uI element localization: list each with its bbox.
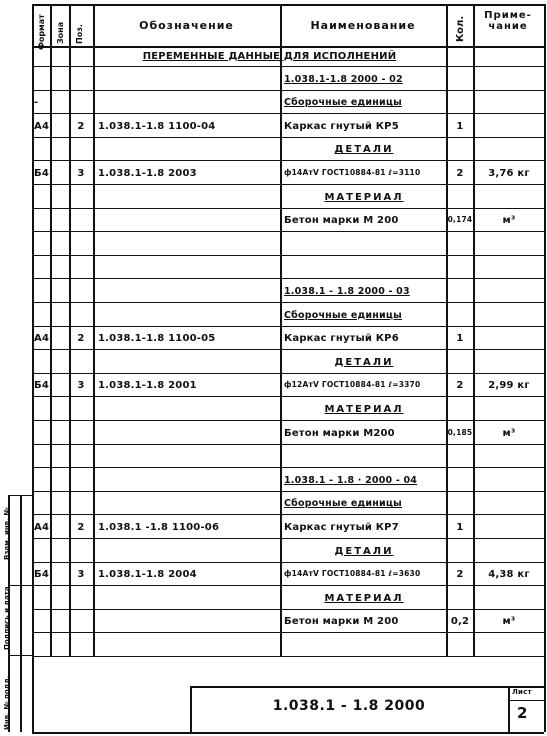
row-designation: 1.038.1-1.8 1100-05	[98, 333, 216, 345]
row-format: -	[34, 97, 39, 109]
row-position: 3	[77, 380, 85, 392]
row-section-heading: МАТЕРИАЛ	[324, 191, 404, 203]
row-quantity: 1	[456, 120, 464, 132]
row-format: Б4	[34, 569, 49, 581]
row-section-heading: ДЕТАЛИ	[334, 356, 394, 368]
side-stamp-line	[8, 585, 32, 586]
sheet-number: 2	[517, 704, 528, 722]
row-position: 2	[77, 522, 85, 533]
row-designation: 1.038.1-1.8 2001	[98, 380, 197, 392]
row-name: Каркас гнутый КР5	[284, 120, 399, 132]
row-quantity: 1	[456, 522, 464, 533]
header-bottom-line	[32, 46, 544, 48]
header-format: Формат	[37, 14, 46, 50]
row-name: Каркас гнутый КР7	[284, 522, 399, 533]
row-line	[32, 396, 544, 397]
row-quantity: 0,174	[447, 215, 473, 225]
row-line	[32, 208, 544, 209]
column-line	[69, 4, 71, 656]
row-line	[32, 538, 544, 539]
row-line	[32, 66, 544, 67]
row-line	[32, 255, 544, 256]
row-line	[32, 514, 544, 515]
row-note: м³	[502, 616, 516, 628]
row-name: Бетон марки М 200	[284, 616, 399, 628]
row-line	[32, 562, 544, 563]
row-line	[32, 160, 544, 161]
row-name: ф14АтⅤ ГОСТ10884-81 ℓ=3630	[284, 569, 421, 579]
row-name: Сборочные единицы	[284, 498, 402, 510]
row-line	[32, 184, 544, 185]
row-line	[32, 231, 544, 232]
row-position: 3	[77, 168, 85, 179]
row-line	[32, 137, 544, 138]
side-stamp-line	[8, 655, 32, 656]
row-line	[32, 632, 544, 633]
row-designation: 1.038.1-1.8 1100-04	[98, 120, 216, 132]
row-note: 3,76 кг	[488, 168, 530, 179]
header-note: Приме- чание	[484, 10, 532, 32]
row-line	[32, 113, 544, 114]
sheet-label: Лист	[512, 688, 532, 696]
row-line	[32, 326, 544, 327]
title-block-top	[190, 686, 544, 688]
row-quantity: 0,2	[450, 616, 470, 628]
header-designation: Обозначение	[139, 19, 234, 32]
header-name: Наименование	[310, 19, 416, 32]
sheet-cell-divider	[508, 700, 544, 701]
row-note: м³	[502, 215, 516, 227]
row-position: 2	[77, 120, 85, 132]
row-name: 1.038.1 - 1.8 2000 - 03	[284, 286, 410, 297]
row-line	[32, 302, 544, 303]
frame-top	[32, 4, 544, 6]
row-format: А4	[34, 333, 50, 345]
row-name: Бетон марки М200	[284, 427, 395, 439]
section-title: ПЕРЕМЕННЫЕ ДАННЫЕ ДЛЯ ИСПОЛНЕНИЙ	[142, 51, 397, 62]
row-designation: 1.038.1-1.8 2003	[98, 168, 197, 179]
row-section-heading: МАТЕРИАЛ	[324, 404, 404, 415]
row-line	[32, 656, 544, 657]
column-line	[50, 4, 52, 656]
row-format: А4	[34, 120, 50, 132]
side-stamp-replace: Взам. инв. №	[3, 507, 11, 560]
header-zone: Зона	[56, 21, 65, 44]
row-line	[32, 491, 544, 492]
row-quantity: 1	[456, 333, 464, 345]
frame-bottom	[32, 732, 544, 734]
row-format: А4	[34, 522, 50, 533]
row-quantity: 2	[456, 569, 464, 581]
side-stamp-sign: Подпись и дата	[3, 586, 11, 650]
row-name: ф12АтⅤ ГОСТ10884-81 ℓ=3370	[284, 380, 421, 390]
side-stamp-line	[20, 495, 22, 732]
column-line	[93, 4, 95, 656]
row-designation: 1.038.1-1.8 2004	[98, 569, 197, 581]
row-note: 2,99 кг	[488, 380, 530, 392]
row-line	[32, 585, 544, 586]
row-quantity: 2	[456, 168, 464, 179]
row-line	[32, 278, 544, 279]
row-line	[32, 349, 544, 350]
frame-right	[544, 4, 546, 732]
row-quantity: 0,185	[447, 427, 473, 437]
row-line	[32, 373, 544, 374]
side-stamp-line	[8, 495, 32, 496]
row-name: ф14АтⅤ ГОСТ10884-81 ℓ=3110	[284, 168, 421, 177]
row-format: Б4	[34, 380, 49, 392]
row-section-heading: МАТЕРИАЛ	[324, 592, 404, 604]
row-position: 3	[77, 569, 85, 581]
row-section-heading: ДЕТАЛИ	[334, 144, 394, 156]
row-line	[32, 467, 544, 468]
row-section-heading: ДЕТАЛИ	[334, 545, 394, 557]
side-stamp-inv: Инв. № подл.	[3, 675, 11, 730]
document-number: 1.038.1 - 1.8 2000	[272, 698, 426, 714]
row-line	[32, 609, 544, 610]
row-note: 4,38 кг	[488, 569, 530, 581]
column-line	[473, 4, 475, 656]
row-line	[32, 444, 544, 445]
row-quantity: 2	[456, 380, 464, 392]
header-qty: Кол.	[455, 15, 466, 42]
row-name: Сборочные единицы	[284, 97, 402, 109]
column-line	[446, 4, 448, 656]
column-line	[280, 4, 282, 656]
row-name: Бетон марки М 200	[284, 215, 399, 227]
sheet-cell-left	[508, 686, 510, 732]
row-name: Сборочные единицы	[284, 309, 402, 321]
row-position: 2	[77, 333, 85, 345]
row-note: м³	[502, 427, 516, 439]
row-designation: 1.038.1 -1.8 1100-06	[98, 522, 220, 533]
header-pos: Поз.	[75, 24, 84, 44]
row-name: 1.038.1 - 1.8 · 2000 - 04	[284, 474, 418, 486]
row-name: Каркас гнутый КР6	[284, 333, 399, 345]
row-line	[32, 90, 544, 91]
row-format: Б4	[34, 168, 49, 179]
row-line	[32, 420, 544, 421]
row-name: 1.038.1-1.8 2000 - 02	[284, 73, 403, 85]
